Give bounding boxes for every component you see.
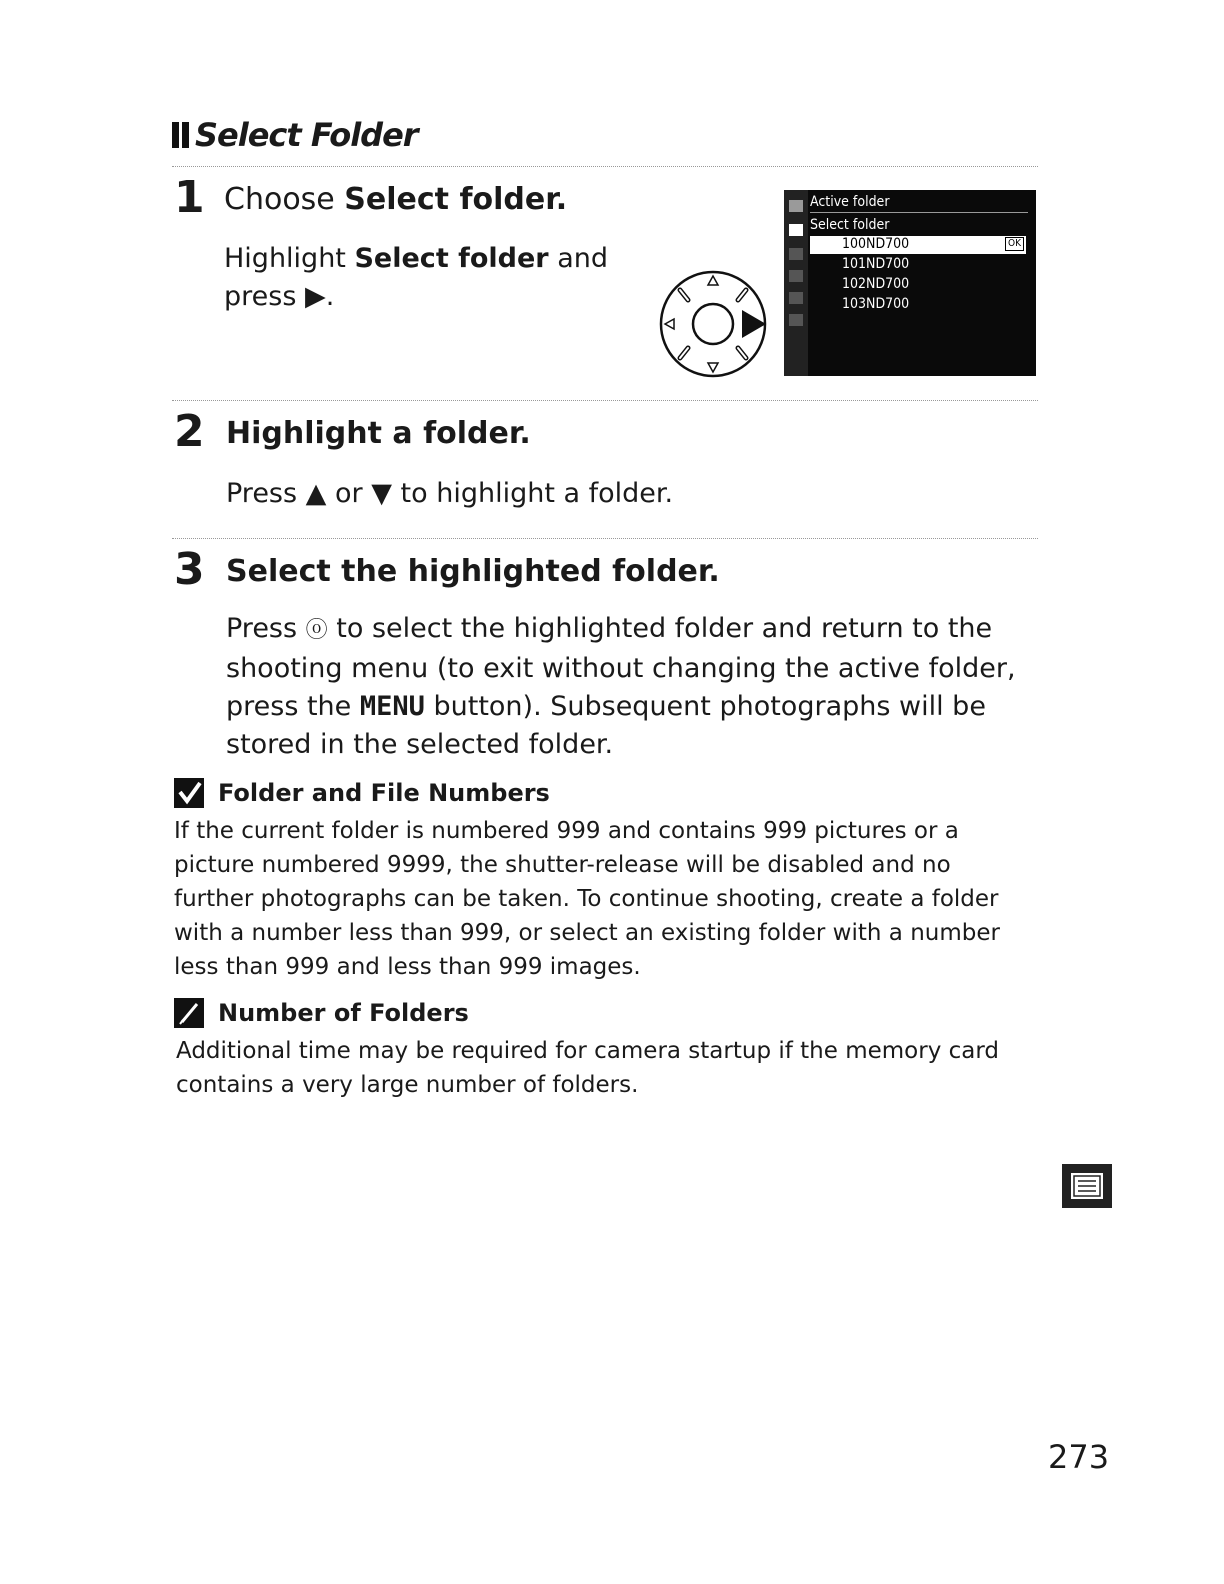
- section-marker-icon: [172, 122, 189, 148]
- note-2-text: Additional time may be required for camera startup if the memory card contains a very large number of folders.: [176, 1038, 1000, 1098]
- step-2-title: Highlight a folder.: [226, 416, 531, 451]
- ok-button-icon: ⓞ: [305, 618, 328, 643]
- retouch-icon: [789, 292, 803, 304]
- step-3-text: Press ⓞ to select the highlighted folder and return to the shooting menu (to exit without changing the active folder, press the MENU button). Subsequent photographs will be stored in the selected folder.: [226, 613, 1016, 760]
- my-menu-icon: [789, 314, 803, 326]
- step-2-number: 2: [174, 406, 205, 457]
- pencil-note-icon: [174, 998, 204, 1028]
- step-3-number: 3: [174, 544, 205, 595]
- folder-option[interactable]: 101ND700: [842, 256, 910, 272]
- note-1-title: Folder and File Numbers: [174, 778, 550, 808]
- note-1-text: If the current folder is numbered 999 and contains 999 pictures or a picture numbered 9999, the shutter-release will be disabled and no further photographs can be taken. To continue shooting, create a folder with a number less than 999, or select an existing folder with a number less than 999 and less than 999 images.: [174, 818, 1000, 980]
- screen-header: Active folder: [810, 194, 890, 210]
- screen-divider: [810, 212, 1028, 213]
- folder-option[interactable]: 102ND700: [842, 276, 910, 292]
- divider: [172, 400, 1038, 401]
- menu-tab-icon: [1062, 1164, 1112, 1208]
- step-3-title: Select the highlighted folder.: [226, 554, 720, 589]
- step-2-text: Press ▲ or ▼ to highlight a folder.: [226, 478, 674, 509]
- folder-option-selected[interactable]: 100ND700 OK: [810, 236, 1026, 254]
- step-1-number: 1: [174, 172, 205, 223]
- divider: [172, 166, 1038, 167]
- pencil-icon: [789, 248, 803, 260]
- section-title: [172, 116, 418, 154]
- menu-button-label: MENU: [359, 691, 425, 722]
- step-1-title: Choose Select folder.: [224, 182, 568, 217]
- page-number: 273: [1048, 1438, 1110, 1476]
- screen-subheader: Select folder: [810, 217, 890, 233]
- menu-sidebar: [784, 190, 808, 376]
- camera-icon: [789, 224, 803, 236]
- step-1-text: Highlight Select folder and press ▶.: [224, 243, 609, 312]
- folder-option[interactable]: 103ND700: [842, 296, 910, 312]
- multi-selector-icon: [656, 268, 770, 380]
- divider: [172, 538, 1038, 539]
- note-2-title: Number of Folders: [174, 998, 469, 1028]
- checkmark-icon: [174, 778, 204, 808]
- ok-badge: OK: [1005, 237, 1024, 251]
- camera-menu-screen: [784, 190, 1036, 376]
- playback-icon: [789, 200, 803, 212]
- section-title-text: Select Folder: [195, 116, 418, 154]
- wrench-icon: [789, 270, 803, 282]
